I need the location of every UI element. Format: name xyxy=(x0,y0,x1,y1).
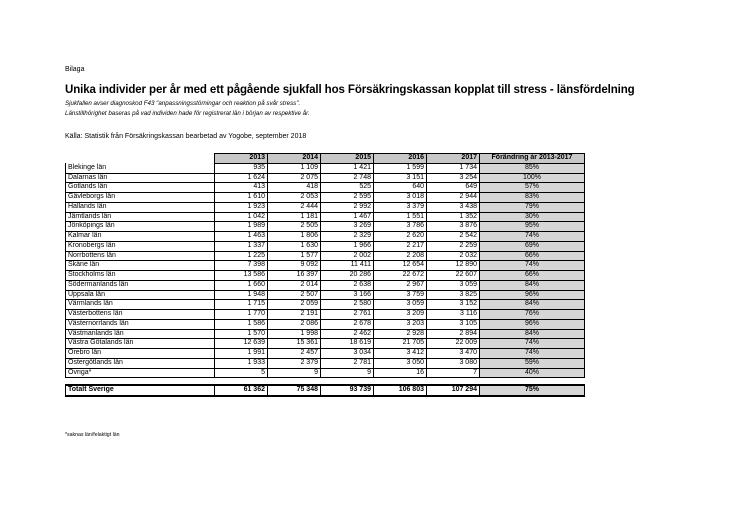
year-value-cell: 1 577 xyxy=(268,251,321,261)
year-value-cell: 1 624 xyxy=(215,173,268,183)
county-name-cell: Örebro län xyxy=(66,349,215,359)
year-value-cell: 3 034 xyxy=(321,349,374,359)
year-value-cell: 3 203 xyxy=(374,319,427,329)
table-row xyxy=(66,358,585,368)
table-row xyxy=(66,310,585,320)
year-value-cell: 93 739 xyxy=(321,385,374,396)
year-value-cell: 2 505 xyxy=(268,222,321,232)
year-value-cell: 18 619 xyxy=(321,339,374,349)
year-value-cell: 1 586 xyxy=(215,319,268,329)
change-percent-cell: 74% xyxy=(480,232,585,242)
year-value-cell: 2 002 xyxy=(321,251,374,261)
year-value-cell: 2 217 xyxy=(374,241,427,251)
table-row xyxy=(66,212,585,222)
year-value-cell: 3 254 xyxy=(427,173,480,183)
change-percent-cell: 69% xyxy=(480,241,585,251)
document-label: Bilaga xyxy=(65,66,85,73)
document-title: Unika individer per år med ett pågående sjukfall hos Försäkringskassan kopplat till stress - länsfördelning xyxy=(65,84,635,96)
year-value-cell: 2 329 xyxy=(321,232,374,242)
year-value-cell: 12 639 xyxy=(215,339,268,349)
change-percent-cell: 79% xyxy=(480,202,585,212)
table-row xyxy=(66,241,585,251)
county-name-cell: Gotlands län xyxy=(66,183,215,193)
change-percent-cell: 40% xyxy=(480,368,585,378)
change-percent-cell: 74% xyxy=(480,339,585,349)
year-value-cell: 16 397 xyxy=(268,271,321,281)
column-header: 2014 xyxy=(268,154,321,164)
table-row xyxy=(66,251,585,261)
year-value-cell: 2 678 xyxy=(321,319,374,329)
change-percent-cell: 75% xyxy=(480,385,585,396)
year-value-cell: 3 151 xyxy=(374,173,427,183)
year-value-cell: 2 967 xyxy=(374,280,427,290)
year-value-cell: 2 444 xyxy=(268,202,321,212)
year-value-cell: 106 803 xyxy=(374,385,427,396)
year-value-cell: 15 361 xyxy=(268,339,321,349)
change-percent-cell: 57% xyxy=(480,183,585,193)
county-name-cell: Kalmar län xyxy=(66,232,215,242)
year-value-cell: 640 xyxy=(374,183,427,193)
year-value-cell: 1 109 xyxy=(268,163,321,173)
year-value-cell: 1 630 xyxy=(268,241,321,251)
county-name-cell: Gävleborgs län xyxy=(66,193,215,203)
county-name-cell: Totalt Sverige xyxy=(66,385,215,396)
year-value-cell: 12 890 xyxy=(427,261,480,271)
county-name-cell: Jönköpings län xyxy=(66,222,215,232)
year-value-cell: 1 991 xyxy=(215,349,268,359)
year-value-cell: 2 638 xyxy=(321,280,374,290)
year-value-cell: 1 551 xyxy=(374,212,427,222)
year-value-cell: 3 438 xyxy=(427,202,480,212)
change-percent-cell: 84% xyxy=(480,329,585,339)
year-value-cell: 649 xyxy=(427,183,480,193)
county-name-cell: Skåne län xyxy=(66,261,215,271)
county-sick-leave-table xyxy=(65,153,585,397)
year-value-cell: 2 457 xyxy=(268,349,321,359)
table-row xyxy=(66,271,585,281)
year-value-cell: 3 050 xyxy=(374,358,427,368)
table-row xyxy=(66,173,585,183)
year-value-cell: 2 761 xyxy=(321,310,374,320)
change-percent-cell: 74% xyxy=(480,349,585,359)
year-value-cell: 2 014 xyxy=(268,280,321,290)
change-percent-cell: 84% xyxy=(480,280,585,290)
table-row xyxy=(66,163,585,173)
table-row xyxy=(66,319,585,329)
county-name-cell: Östergötlands län xyxy=(66,358,215,368)
change-percent-cell: 96% xyxy=(480,290,585,300)
year-value-cell: 413 xyxy=(215,183,268,193)
change-percent-cell: 100% xyxy=(480,173,585,183)
year-value-cell: 1 599 xyxy=(374,163,427,173)
county-name-cell: Stockholms län xyxy=(66,271,215,281)
year-value-cell: 1 421 xyxy=(321,163,374,173)
year-value-cell: 2 507 xyxy=(268,290,321,300)
year-value-cell: 2 462 xyxy=(321,329,374,339)
change-percent-cell: 74% xyxy=(480,261,585,271)
year-value-cell: 418 xyxy=(268,183,321,193)
year-value-cell: 3 116 xyxy=(427,310,480,320)
year-value-cell: 1 225 xyxy=(215,251,268,261)
table-row xyxy=(66,329,585,339)
year-value-cell: 1 463 xyxy=(215,232,268,242)
year-value-cell: 7 398 xyxy=(215,261,268,271)
year-value-cell: 16 xyxy=(374,368,427,378)
county-name-cell: Västerbottens län xyxy=(66,310,215,320)
year-value-cell: 2 059 xyxy=(268,300,321,310)
change-percent-cell: 96% xyxy=(480,319,585,329)
column-header: 2015 xyxy=(321,154,374,164)
table-row xyxy=(66,261,585,271)
year-value-cell: 2 208 xyxy=(374,251,427,261)
table-row xyxy=(66,368,585,378)
year-value-cell: 3 269 xyxy=(321,222,374,232)
year-value-cell: 1 042 xyxy=(215,212,268,222)
source-note: Källa: Statistik från Försäkringskassan bearbetad av Yogobe, september 2018 xyxy=(65,133,307,140)
year-value-cell: 2 259 xyxy=(427,241,480,251)
table-spacer xyxy=(66,378,585,386)
year-value-cell: 3 786 xyxy=(374,222,427,232)
year-value-cell: 9 xyxy=(321,368,374,378)
change-percent-cell: 83% xyxy=(480,193,585,203)
county-name-cell: Övriga* xyxy=(66,368,215,378)
year-value-cell: 13 586 xyxy=(215,271,268,281)
year-value-cell: 2 580 xyxy=(321,300,374,310)
county-name-cell: Hallands län xyxy=(66,202,215,212)
year-value-cell: 11 411 xyxy=(321,261,374,271)
year-value-cell: 3 379 xyxy=(374,202,427,212)
change-percent-cell: 85% xyxy=(480,163,585,173)
year-value-cell: 21 705 xyxy=(374,339,427,349)
year-value-cell: 1 660 xyxy=(215,280,268,290)
year-value-cell: 2 595 xyxy=(321,193,374,203)
year-value-cell: 3 018 xyxy=(374,193,427,203)
change-percent-cell: 66% xyxy=(480,271,585,281)
year-value-cell: 525 xyxy=(321,183,374,193)
year-value-cell: 3 059 xyxy=(374,300,427,310)
year-value-cell: 107 294 xyxy=(427,385,480,396)
table-row xyxy=(66,232,585,242)
subtitle-diagnosis: Sjukfallen avser diagnoskod F43 "anpassningsstörningar och reaktion på svår stress". xyxy=(65,100,301,107)
table-row xyxy=(66,183,585,193)
year-value-cell: 5 xyxy=(215,368,268,378)
county-name-cell: Blekinge län xyxy=(66,163,215,173)
year-value-cell: 3 080 xyxy=(427,358,480,368)
table-row xyxy=(66,280,585,290)
county-name-cell: Västra Götalands län xyxy=(66,339,215,349)
table-row xyxy=(66,193,585,203)
year-value-cell: 1 998 xyxy=(268,329,321,339)
column-header-change: Förändring år 2013-2017 xyxy=(480,154,585,164)
change-percent-cell: 76% xyxy=(480,310,585,320)
year-value-cell: 1 966 xyxy=(321,241,374,251)
year-value-cell: 3 209 xyxy=(374,310,427,320)
change-percent-cell: 95% xyxy=(480,222,585,232)
year-value-cell: 2 053 xyxy=(268,193,321,203)
year-value-cell: 22 672 xyxy=(374,271,427,281)
county-name-cell: Jämtlands län xyxy=(66,212,215,222)
year-value-cell: 3 412 xyxy=(374,349,427,359)
year-value-cell: 1 923 xyxy=(215,202,268,212)
year-value-cell: 1 181 xyxy=(268,212,321,222)
table-row xyxy=(66,202,585,212)
year-value-cell: 1 734 xyxy=(427,163,480,173)
year-value-cell: 2 894 xyxy=(427,329,480,339)
county-name-cell: Värmlands län xyxy=(66,300,215,310)
year-value-cell: 1 610 xyxy=(215,193,268,203)
year-value-cell: 20 286 xyxy=(321,271,374,281)
year-value-cell: 3 759 xyxy=(374,290,427,300)
year-value-cell: 3 105 xyxy=(427,319,480,329)
county-name-cell: Uppsala län xyxy=(66,290,215,300)
year-value-cell: 2 032 xyxy=(427,251,480,261)
total-row xyxy=(66,385,585,396)
column-header: 2016 xyxy=(374,154,427,164)
year-value-cell: 2 191 xyxy=(268,310,321,320)
table-row xyxy=(66,339,585,349)
county-name-cell: Västmanlands län xyxy=(66,329,215,339)
table-row xyxy=(66,349,585,359)
year-value-cell: 935 xyxy=(215,163,268,173)
subtitle-county-basis: Länstillhörighet baseras på vad individen hade för registrerat län i början av respektive år. xyxy=(65,110,310,117)
change-percent-cell: 66% xyxy=(480,251,585,261)
year-value-cell: 3 166 xyxy=(321,290,374,300)
change-percent-cell: 30% xyxy=(480,212,585,222)
year-value-cell: 3 470 xyxy=(427,349,480,359)
year-value-cell: 1 948 xyxy=(215,290,268,300)
year-value-cell: 1 989 xyxy=(215,222,268,232)
year-value-cell: 22 009 xyxy=(427,339,480,349)
county-name-cell: Norrbottens län xyxy=(66,251,215,261)
year-value-cell: 1 352 xyxy=(427,212,480,222)
column-header: 2013 xyxy=(215,154,268,164)
year-value-cell: 2 542 xyxy=(427,232,480,242)
county-name-cell: Dalarnas län xyxy=(66,173,215,183)
year-value-cell: 1 770 xyxy=(215,310,268,320)
year-value-cell: 3 825 xyxy=(427,290,480,300)
column-header: 2017 xyxy=(427,154,480,164)
year-value-cell: 2 781 xyxy=(321,358,374,368)
year-value-cell: 2 944 xyxy=(427,193,480,203)
table-row xyxy=(66,290,585,300)
header-blank-cell xyxy=(66,154,215,164)
year-value-cell: 1 570 xyxy=(215,329,268,339)
year-value-cell: 2 620 xyxy=(374,232,427,242)
county-name-cell: Västernorrlands län xyxy=(66,319,215,329)
year-value-cell: 2 992 xyxy=(321,202,374,212)
year-value-cell: 1 337 xyxy=(215,241,268,251)
year-value-cell: 2 928 xyxy=(374,329,427,339)
year-value-cell: 3 876 xyxy=(427,222,480,232)
year-value-cell: 2 086 xyxy=(268,319,321,329)
year-value-cell: 3 059 xyxy=(427,280,480,290)
year-value-cell: 1 467 xyxy=(321,212,374,222)
county-name-cell: Kronobergs län xyxy=(66,241,215,251)
table-header-row xyxy=(66,154,585,164)
year-value-cell: 1 806 xyxy=(268,232,321,242)
county-name-cell: Södermanlands län xyxy=(66,280,215,290)
year-value-cell: 3 152 xyxy=(427,300,480,310)
year-value-cell: 9 092 xyxy=(268,261,321,271)
year-value-cell: 9 xyxy=(268,368,321,378)
year-value-cell: 22 607 xyxy=(427,271,480,281)
year-value-cell: 2 379 xyxy=(268,358,321,368)
year-value-cell: 1 715 xyxy=(215,300,268,310)
table-row xyxy=(66,222,585,232)
year-value-cell: 2 075 xyxy=(268,173,321,183)
year-value-cell: 7 xyxy=(427,368,480,378)
year-value-cell: 1 933 xyxy=(215,358,268,368)
year-value-cell: 2 748 xyxy=(321,173,374,183)
year-value-cell: 12 654 xyxy=(374,261,427,271)
year-value-cell: 61 362 xyxy=(215,385,268,396)
year-value-cell: 75 348 xyxy=(268,385,321,396)
footnote: *saknas län/felaktigt län xyxy=(65,432,120,438)
table-row xyxy=(66,300,585,310)
change-percent-cell: 59% xyxy=(480,358,585,368)
change-percent-cell: 84% xyxy=(480,300,585,310)
